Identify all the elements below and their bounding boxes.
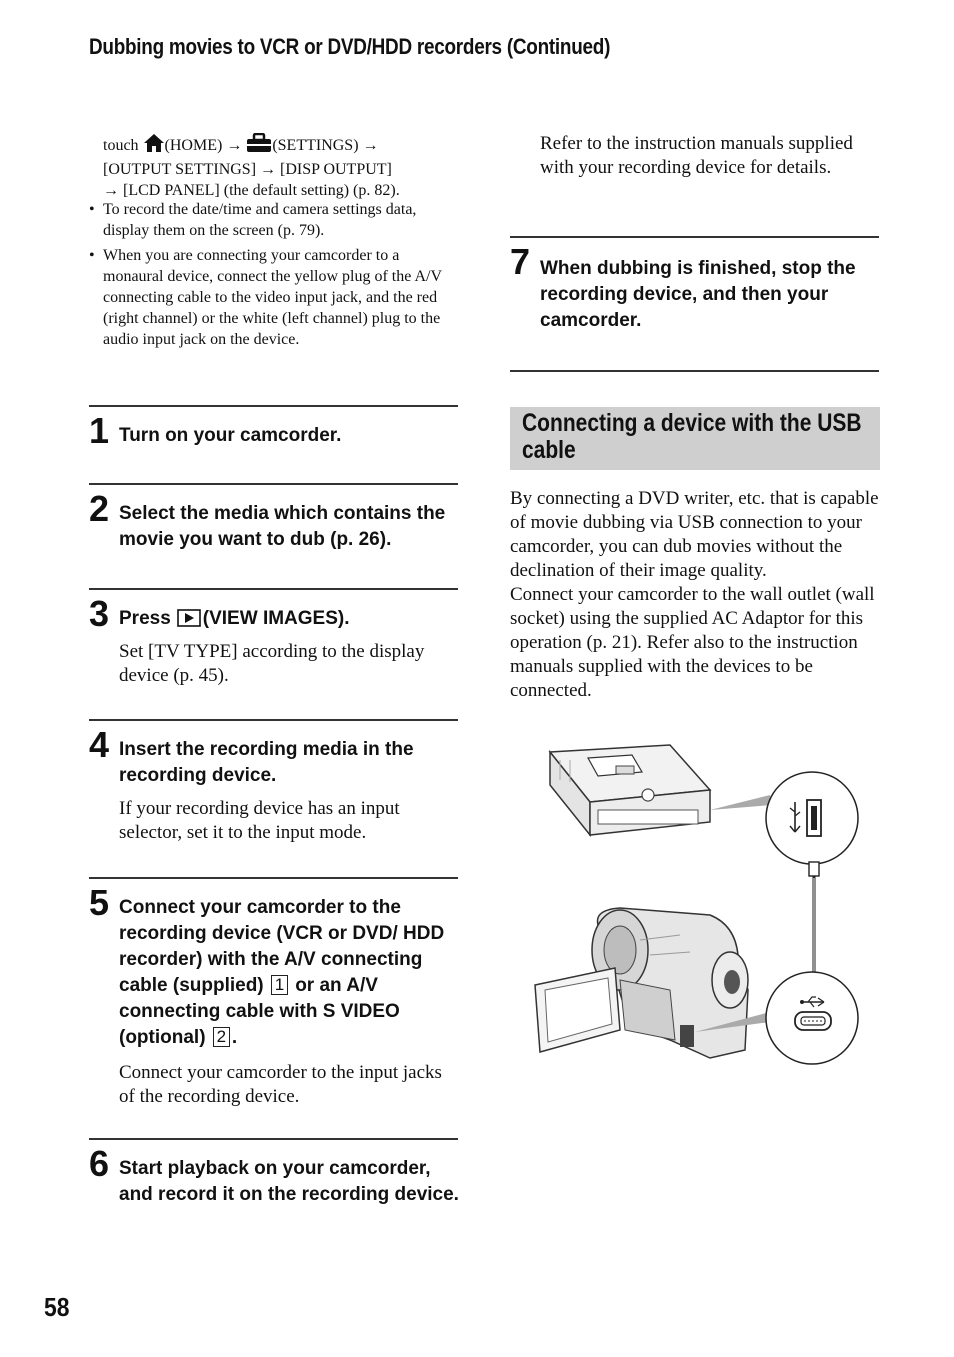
step-body: Connect your camcorder to the input jacks of the recording device. bbox=[119, 1062, 442, 1107]
step-3 bbox=[89, 588, 458, 721]
bullet-dot: • bbox=[89, 247, 95, 264]
bullet-text: To record the date/time and camera settings data, display them on the screen (p. 79). bbox=[103, 201, 417, 239]
step-title bbox=[119, 895, 464, 1051]
step-body: If your recording device has an input selector, set it to the input mode. bbox=[119, 798, 400, 843]
page-number: 58 bbox=[44, 1292, 70, 1322]
intro-line-3: → [LCD PANEL] (the default setting) (p. 82). bbox=[103, 182, 400, 199]
step-number: 5 bbox=[89, 882, 110, 923]
step-body: Set [TV TYPE] according to the display device (p. 45). bbox=[119, 641, 425, 686]
step-number: 2 bbox=[89, 488, 110, 529]
step-number: 7 bbox=[510, 241, 531, 282]
step-title: Turn on your camcorder. bbox=[119, 425, 342, 446]
step-6 bbox=[89, 1138, 458, 1250]
home-icon bbox=[143, 133, 165, 159]
step-title-part: Press bbox=[119, 608, 171, 629]
settings-toolbox-icon bbox=[246, 133, 272, 159]
step-title: When dubbing is finished, stop the recording device, and then your camcorder. bbox=[540, 258, 856, 331]
dvd-writer-illustration bbox=[550, 745, 710, 835]
camcorder-illustration bbox=[535, 908, 748, 1058]
callout-number-2: 2 bbox=[213, 1027, 230, 1047]
bullet-dot: • bbox=[89, 201, 95, 218]
step-title: Insert the recording media in the recording device. bbox=[119, 739, 414, 786]
page-header-title: Dubbing movies to VCR or DVD/HDD recorders (Continued) bbox=[89, 34, 611, 59]
paragraph: Connect your camcorder to the wall outlet (wall socket) using the supplied AC Adaptor for this operation (p. 21). Refer also to the instruction manuals supplied with the devices to be connected. bbox=[510, 584, 875, 701]
usb-description bbox=[510, 487, 882, 703]
usb-port-callout bbox=[766, 772, 858, 864]
step-title-part: (VIEW IMAGES). bbox=[202, 608, 350, 629]
section-title: Connecting a device with the USB cable bbox=[522, 409, 862, 464]
intro-line-2: [OUTPUT SETTINGS] → [DISP OUTPUT] bbox=[103, 161, 392, 178]
list-item bbox=[89, 199, 461, 241]
step-5 bbox=[89, 877, 458, 1140]
step-number: 3 bbox=[89, 593, 110, 634]
step-4 bbox=[89, 719, 458, 879]
usb-connection-illustration bbox=[520, 740, 865, 1075]
bullet-text: When you are connecting your camcorder to a monaural device, connect the yellow plug of the A/V connecting cable to the video input jack, and the red (right channel) or the white (left channel) plug to the audio input jack on the device. bbox=[103, 247, 442, 348]
step-title-part: or an A/V connecting cable with S VIDEO (optional) bbox=[119, 975, 400, 1048]
step-title: Start playback on your camcorder, and record it on the recording device. bbox=[119, 1158, 459, 1205]
step-title-part: . bbox=[231, 1027, 238, 1048]
home-label: (HOME) bbox=[164, 137, 223, 154]
touch-word: touch bbox=[103, 137, 139, 154]
intro-continuation bbox=[103, 133, 463, 201]
section-heading-box bbox=[510, 407, 880, 470]
step-number: 6 bbox=[89, 1143, 110, 1184]
step-1 bbox=[89, 405, 458, 485]
usb-cable bbox=[809, 862, 819, 987]
step-title bbox=[119, 606, 459, 635]
settings-label: (SETTINGS) bbox=[272, 137, 359, 154]
camcorder-usb-port-callout bbox=[766, 972, 858, 1064]
callout-number-1: 1 bbox=[271, 975, 288, 995]
arrow: → bbox=[362, 137, 379, 154]
step-7 bbox=[510, 236, 879, 372]
paragraph: By connecting a DVD writer, etc. that is capable of movie dubbing via USB connection to your camcorder, you can dub movies without the declination of their image quality. bbox=[510, 488, 879, 581]
step-title-part: Connect your camcorder to the recording device (VCR or DVD/ HDD recorder) with the A/V connecting cable (supplied) bbox=[119, 897, 445, 996]
list-item bbox=[89, 245, 461, 350]
notes-list bbox=[89, 199, 461, 354]
step-2 bbox=[89, 483, 458, 590]
step-number: 4 bbox=[89, 724, 110, 765]
step-number: 1 bbox=[89, 410, 110, 451]
step-title: Select the media which contains the movie you want to dub (p. 26). bbox=[119, 503, 446, 550]
refer-text: Refer to the instruction manuals supplied with your recording device for details. bbox=[540, 133, 853, 178]
view-images-icon bbox=[177, 609, 201, 635]
arrow: → bbox=[226, 137, 243, 154]
